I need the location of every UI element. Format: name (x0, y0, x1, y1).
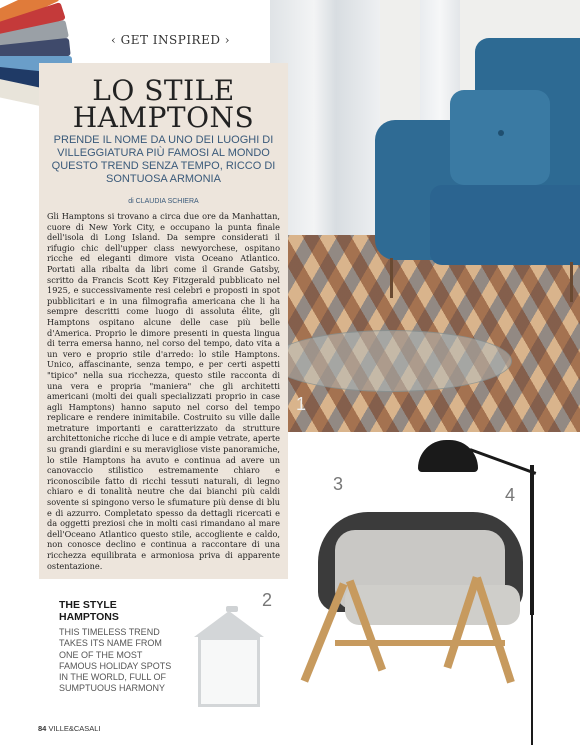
page-number: 84 (38, 724, 47, 733)
photo-number-1: 1 (296, 394, 307, 414)
page-footer (38, 724, 101, 733)
photo-number-2: 2 (262, 590, 273, 610)
hero-photo-sofa (270, 0, 580, 432)
title-line-2: HAMPTONS (72, 101, 255, 134)
photo-number-3: 3 (333, 474, 344, 494)
article-body: Gli Hamptons si trovano a circa due ore da Manhattan, cuore di New York City, e occupano la punta finale dell'isola di Long Island. Da sempre considerati il rifugio chic dell'upper class newyorchese, ospitano ricche ed eleganti dimore vista Oceano Atlantico. Portati alla ribalta da libri come il Grande Gatsby, scritto da Francis Scott Key Fitzgerald pubblicato nel 1925, e successivamente resi celebri e proposti in spot pubblicitari e in una filmografia americana che li ha sempre descritti come luogo di assoluta élite, gli Hamptons ospitano alcune delle case più belle d'America. Proprio le dimore presenti in questa lingua di terra emersa hanno, nel corso del tempo, dato vita a un vero e proprio stile d'arredo: lo stile Hamptons. Unico, affascinante, senza tempo, e per certi aspetti "tipico" nella sua ricchezza, questo stile racconta di una vera e propria "maniera" che gli architetti americani (molti dei quali specializzati proprio in case agli Hamptons) hanno saputo nel corso del tempo replicare e rendere inimitabile. Costruito su ville dalle metrature importanti e caratterizzato da strutture architettoniche ricche di luce e di ampie vetrate, aperte su grandi giardini e su meravigliose viste panoramiche, lo stile Hamptons ha avuto e continua ad avere un canovaccio stilistico estremamente chiaro e riconoscibile fatto di ricchi tessuti naturali, di legno chiaro e di tonalità neutre che dai bianchi più caldi sovente si spingono verso le sfumature più dense di blu e di azzurro. Completato spesso da dettagli ricercati e da oggetti preziosi che in molti casi rimandano al mare dell'Oceano Atlantico questo stile, accogliente e caldo, non conosce declino e continua a raccontare di una ricchezza equilibrata e armoniosa priva di apparente ostentazione. (47, 211, 280, 571)
title-line-1: LO STILE (92, 74, 235, 107)
article-title (39, 74, 288, 134)
magazine-name: VILLE&CASALI (48, 724, 101, 733)
article-subtitle: PRENDE IL NOME DA UNO DEI LUOGHI DI VILLEGGIATURA PIÙ FAMOSI AL MONDO QUESTO TREND SENZA TEMPO, RICCO DI SONTUOSA ARMONIA (51, 134, 276, 185)
english-title (59, 599, 119, 623)
photo-number-4: 4 (505, 485, 516, 505)
section-kicker: ‹ GET INSPIRED › (111, 33, 231, 47)
article-byline: di CLAUDIA SCHIERA (128, 198, 199, 205)
english-title-line-1: THE STYLE (59, 599, 117, 611)
english-summary: THIS TIMELESS TREND TAKES ITS NAME FROM ONE OF THE MOST FAMOUS HOLIDAY SPOTS IN THE WORLD, FULL OF SUMPTUOUS HARMONY (59, 627, 172, 694)
english-title-line-2: HAMPTONS (59, 611, 119, 623)
